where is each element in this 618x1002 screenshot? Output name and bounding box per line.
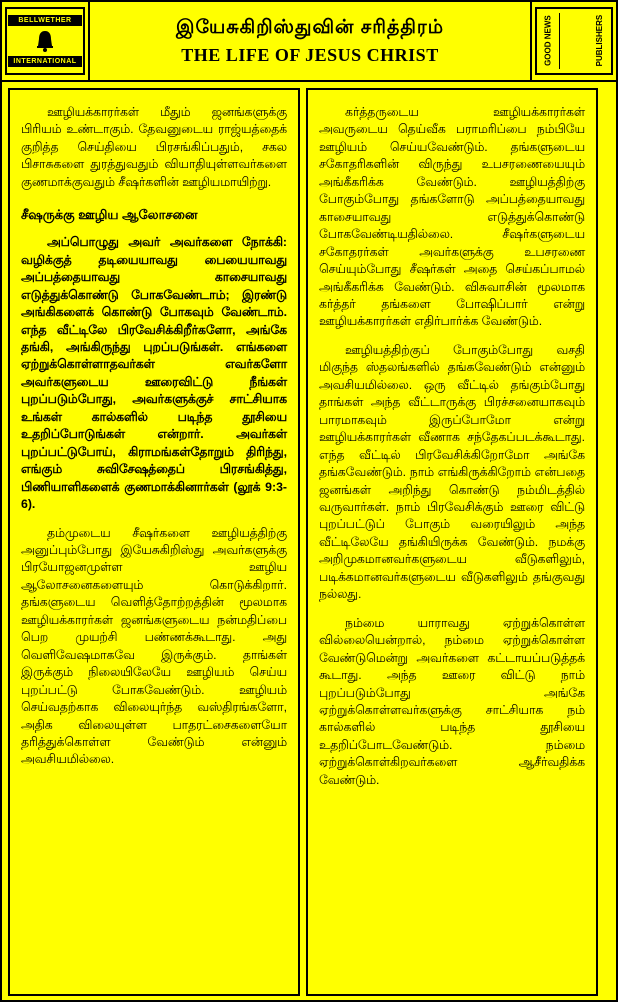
right-column bbox=[306, 88, 598, 996]
gnp-logo-frame bbox=[535, 7, 613, 75]
bellwether-logo bbox=[2, 2, 90, 80]
bellwether-logo-frame bbox=[5, 7, 85, 75]
page-title bbox=[90, 2, 532, 80]
bellwether-top-label: BELLWETHER bbox=[8, 15, 82, 26]
page-header bbox=[2, 2, 616, 82]
title-english: THE LIFE OF JESUS CHRIST bbox=[181, 44, 439, 65]
paragraph: ஊழியத்திற்குப் போகும்போது வசதி மிகுந்த ஸ்தலங்களில் தங்கவேண்டும் என்னும் அவசியமில்லை. ஒரு வீட்டில் தங்கும்போது தாங்கள் அந்த வீட்டாருக்கு பிரச்சனையாகவும் பாரமாகவும் இருப்போமோ என்று ஊழியக்காரர்கள் வீணாக சந்தேகப்படக்கூடாது. எந்த வீட்டில் பிரவேசிக்கிறோமோ அங்கே தங்கவேண்டும். நாம் எங்கிருக்கிறோம் என்பதை ஜனங்கள் அறிந்து கொண்டு நம்மிடத்தில் வருவார்கள். நாம் பிரவேசிக்கும் ஊரை விட்டு புறப்பட்டுப் போகும் வரையிலும் அந்த வீட்டிலேயே தங்கியிருக்க வேண்டும். நமக்கு அறிமுகமானவர்களுடைய வீடுகளிலும், படிக்கமானவர்களுடைய வீடுகளிலும் தங்குவது நல்லது. bbox=[319, 342, 585, 602]
paragraph: அப்பொழுது அவர் அவர்களை நோக்கி: வழிக்குத் தடியையாவது பையையாவது அப்பத்தையாவது காசையாவது எடுத்துக்கொண்டு போகவேண்டாம்; இரண்டு அங்கிகளைக் கொண்டு போகவும் வேண்டாம். எந்த வீட்டிலே பிரவேசிக்கிறீர்களோ, அங்கே தங்கி, அங்கிருந்து புறப்படுங்கள். எங்களை ஏற்றுக்கொள்ளாதவர்கள் எவர்களோ அவர்களுடைய ஊரைவிட்டு நீங்கள் புறப்படும்போது, அவர்களுக்குச் சாட்சியாக உங்கள் கால்களில் படிந்த தூசியை உதறிப்போடுங்கள் என்றார். அவர்கள் புறப்பட்டுபோய், கிராமங்கள்தோறும் திரிந்து, எங்கும் சுவிசேஷத்தைப் பிரசங்கித்து, பிணியாளிகளைக் குணமாக்கினார்கள் (லூக் 9:3-6). bbox=[21, 235, 287, 512]
section-heading: சீஷருக்கு ஊழிய ஆலோசனை bbox=[21, 207, 198, 223]
paragraph: கர்த்தருடைய ஊழியக்காரர்கள் அவருடைய தெய்வீக பராமரிப்பை நம்பியே ஊழியம் செய்யவேண்டும். தங்களுடைய சகோதரிகளின் விருந்து உபசரணையையும் அங்கீகரிக்க வேண்டும். ஊழியத்திற்கு போகும்போது தங்களோடு அப்பத்தையாவது காசையாவது எடுத்துக்கொண்டு போகவேண்டியதில்லை. சீஷர்களுடைய சகோதரர்கள் அவர்களுக்கு உபசரணை செய்யும்போது சீஷர்கள் அதை செய்கப்பாமல் அங்கீகரிக்க வேண்டும். விசுவாசின் மூலமாக கர்த்தர் தங்களை போஷிப்பார் என்று ஊழியக்காரர்கள் எதிர்பார்க்க வேண்டும். bbox=[319, 105, 585, 329]
paragraph: தம்முடைய சீஷர்களை ஊழியத்திற்கு அனுப்பும்போது இயேசுகிறிஸ்து அவர்களுக்கு பிரயோஜனமுள்ள ஊழிய ஆலோசனைகளையும் கொடுக்கிறார். தங்களுடைய வெளித்தோற்றத்தின் மூலமாக ஊழியக்காரர்கள் ஜனங்களுடைய நன்மதிப்பை பெற முயற்சி பண்ணக்கூடாது. அது வெளிவேஷமாகவே இருக்கும். தாங்கள் இருக்கும் நிலையிலேயே ஊழியம் செய்ய புறப்பட்டு போகவேண்டும். ஊழியம் செய்வதற்காக விலையுர்ந்த வஸ்திரங்களோ, அதிக விலையுள்ள பாதரட்சைகளையோ தரித்துக்கொள்ள வேண்டும் என்னும் அவசியமில்லை. bbox=[21, 525, 287, 767]
gnp-label-line2: PUBLISHERS bbox=[594, 15, 604, 67]
gnp-label-line1: GOOD NEWS bbox=[543, 15, 553, 67]
left-column bbox=[8, 88, 300, 996]
content-area bbox=[2, 82, 616, 1002]
title-tamil: இயேசுகிறிஸ்துவின் சரித்திரம் bbox=[175, 16, 445, 38]
good-news-publishers-logo bbox=[532, 2, 616, 80]
paragraph: நம்மை யாராவது ஏற்றுக்கொள்ள வில்லையென்றால், நம்மை ஏற்றுக்கொள்ள வேண்டுமென்று அவர்களை கட்டாயப்படுத்தக் கூடாது. அந்த ஊரை விட்டு நாம் புறப்படும்போது அங்கே ஏற்றுக்கொள்ளவர்களுக்கு சாட்சியாக நம் கால்களில் படிந்த தூசியை உதறிப்போடவேண்டும். நம்மை ஏற்றுக்கொள்கிறவர்களை ஆசீர்வதிக்க வேண்டும். bbox=[319, 615, 585, 787]
bellwether-bottom-label: INTERNATIONAL bbox=[8, 56, 82, 67]
bell-icon bbox=[32, 28, 58, 54]
paragraph: ஊழியக்காரர்கள் மீதும் ஜனங்களுக்கு பிரியம் உண்டாகும். தேவனுடைய ராஜ்யத்தைக் குறித்த செய்தியை பிரசங்கிப்பதும், சகல பிசாசுகளை துரத்துவதும் வியாதியுள்ளவர்களை குணமாக்குவதும் சீஷர்களின் ஊழியமாயிற்று. bbox=[21, 105, 287, 189]
